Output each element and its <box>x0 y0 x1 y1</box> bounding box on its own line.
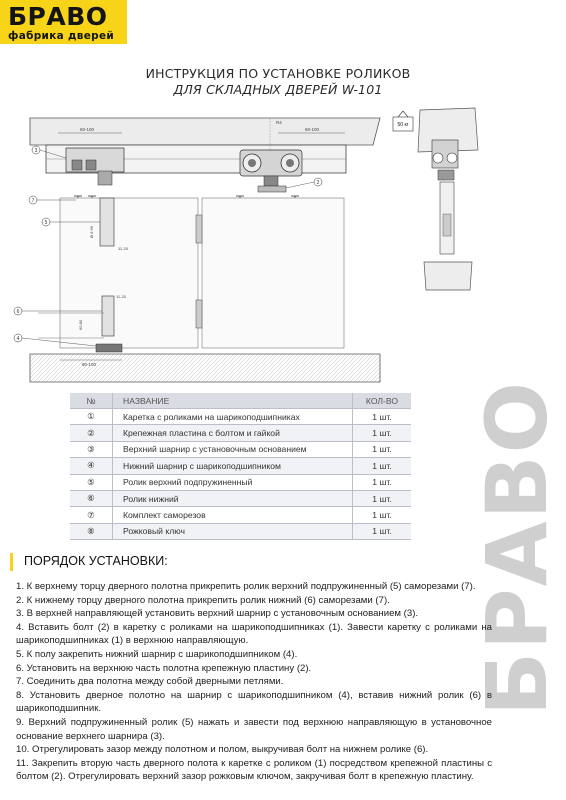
lower-roller <box>102 296 114 336</box>
brand-name: БРАВО <box>8 2 108 31</box>
list-item: 10. Отрегулировать зазор между полотном и полом, выкручивая болт на нижнем ролике (6). <box>16 744 429 756</box>
parts-table <box>70 393 411 540</box>
table-row: ④ Нижний шарнир с шарикоподшипником 1 шт. <box>70 458 411 474</box>
installation-section-header <box>10 551 400 573</box>
table-row: ⑥ Ролик нижний 1 шт. <box>70 490 411 506</box>
weight-label: 50 кг <box>397 122 409 128</box>
header-num: № <box>70 393 113 409</box>
floor-slab <box>30 354 380 382</box>
section-accent-bar <box>10 553 13 571</box>
page-title-line2: ДЛЯ СКЛАДНЫХ ДВЕРЕЙ W-101 <box>173 82 383 97</box>
table-row: ③ Верхний шарнир с установочным основанием 1 шт. <box>70 441 411 457</box>
dim-hinge-h: Ø 8 96 <box>89 225 94 238</box>
dim-top-right: 60-100 <box>305 127 320 132</box>
installation-steps <box>16 580 492 784</box>
table-row: ⑧ Рожковый ключ 1 шт. <box>70 523 411 539</box>
dim-gap-top: 11-20 <box>118 246 128 251</box>
svg-text:4: 4 <box>16 336 20 342</box>
dim-r4: R4 <box>276 120 282 125</box>
dim-top-left: 60-100 <box>80 127 95 132</box>
table-row: ⑦ Комплект саморезов 1 шт. <box>70 507 411 523</box>
table-row: ① Каретка с роликами на шарикоподшипниках 1 шт. <box>70 409 411 425</box>
side-beam-bottom <box>424 262 472 290</box>
header-name: НАЗВАНИЕ <box>113 393 353 409</box>
list-item: 6. Установить на верхнюю часть полотна крепежную пластину (2). <box>16 662 312 674</box>
door-panel-right <box>202 198 344 348</box>
installation-drawing <box>0 100 556 385</box>
dim-bottom-h: 11-20 <box>116 294 126 299</box>
svg-text:2: 2 <box>316 180 320 186</box>
list-item: 2. К нижнему торцу дверного полотна прикрепить ролик нижний (6) саморезами (7). <box>16 594 390 606</box>
table-row: ② Крепежная пластина с болтом и гайкой 1 шт. <box>70 425 411 441</box>
list-item: 5. К полу закрепить нижний шарнир с шарикоподшипником (4). <box>16 648 298 660</box>
section-title: ПОРЯДОК УСТАНОВКИ: <box>24 554 168 568</box>
brand-tagline: фабрика дверей <box>8 30 115 42</box>
list-item: 3. В верхней направляющей установить верхний шарнир с установочным основанием (3). <box>16 608 419 620</box>
list-item: 11. Закрепить вторую часть дверного полота к каретке с роликом (1) посредством крепежной пластины с болтом (2). Отрегулировать верхний зазор рожковым ключом, закручивая болт в крепежную пластину. <box>16 757 492 783</box>
list-item: 8. Установить дверное полотно на шарнир с шарикоподшипником (4), вставив нижний ролик (6) в шарикоподшипник. <box>16 689 492 715</box>
list-item: 1. К верхнему торцу дверного полотна прикрепить ролик верхний подпружиненный (5) саморезами (7). <box>16 581 476 592</box>
side-watermark: БРАВО <box>468 379 566 717</box>
brand-logo <box>0 0 127 44</box>
svg-text:7: 7 <box>31 198 35 204</box>
floor-hinge <box>96 344 122 352</box>
page-title-line1: ИНСТРУКЦИЯ ПО УСТАНОВКЕ РОЛИКОВ <box>145 66 411 81</box>
svg-text:6: 6 <box>16 309 20 315</box>
table-header <box>70 393 411 409</box>
list-item: 9. Верхний подпружиненный ролик (5) нажать и завести под верхнюю направляющую в установочное основание верхнего шарнира (3). <box>16 716 492 742</box>
list-item: 4. Вставить болт (2) в каретку с роликами на шарикоподшипниках (1). Завести каретку с роликами на шарикоподшипниках (1) в верхнюю направляющую. <box>16 621 492 647</box>
svg-text:3: 3 <box>34 148 38 154</box>
svg-text:5: 5 <box>44 220 48 226</box>
list-item: 7. Соединить два полотна между собой дверными петлями. <box>16 676 284 688</box>
dim-bottom-width: 60-100 <box>82 362 97 367</box>
callout-2 <box>286 178 322 188</box>
dim-bottom-rod: 60-80 <box>78 319 83 330</box>
upper-spring-roller <box>100 198 114 246</box>
header-qty: КОЛ-ВО <box>353 393 412 409</box>
table-row: ⑤ Ролик верхний подпружиненный 1 шт. <box>70 474 411 490</box>
